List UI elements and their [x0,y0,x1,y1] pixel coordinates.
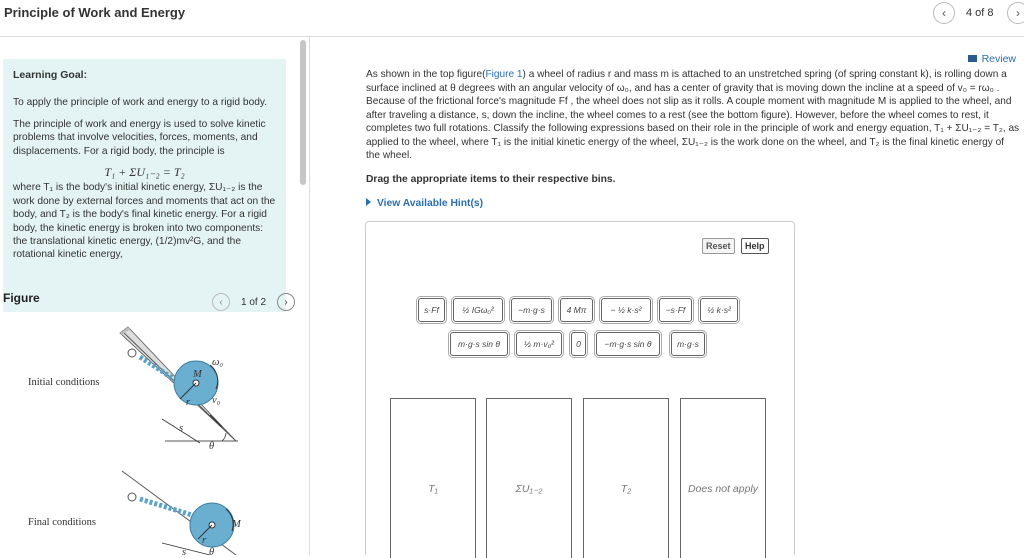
work-energy-equation: T₁ + ΣU₁₋₂ = T₂ [104,165,185,180]
svg-text:ω₀: ω₀ [212,357,224,368]
review-icon [968,55,977,62]
header-bar [0,0,1024,30]
learning-goal-text-1: To apply the principle of work and energy to a rigid body. [13,97,268,109]
figure-page-count: 1 of 2 [241,297,267,308]
draggable-chip[interactable]: −s·Ff [659,298,692,322]
problem-statement: As shown in the top figure(Figure 1) a wheel of radius r and mass m is attached to an unstretched spring (of spring constant k), is rolling down a surface inclined at θ degrees with an angular velocity of ω₀, and has a center of gravity that is moving down the incline at a speed of v₀ = rω₀ . Because of the frictional force's magnitude Ff , the wheel does not slip as it rolls. A couple moment with magnitude M is applied to the wheel, and after traveling a distance, s, down the incline, the wheel comes to a rest (see the bottom figure). However, before the wheel comes to rest, it completes two full rotations. Classify the following expressions based on their role in the principle of work and energy equation, T₁ + ΣU₁₋₂ = T₂, as applied to the wheel, where T₁ is the initial kinetic energy of the wheel, ΣU₁₋₂ is the work done on the wheel, and T₂ is the final kinetic energy of the wheel. [366,69,1020,161]
bin-t2[interactable] [583,398,669,558]
bin-does-not-apply[interactable] [680,398,766,558]
review-link[interactable] [968,53,1016,65]
svg-text:M: M [232,519,241,530]
learning-goal-scrollbar[interactable] [300,40,306,185]
final-diagram [122,471,242,555]
svg-text:s: s [179,423,184,434]
hint-toggle[interactable]: View Available Hint(s) [366,198,483,209]
page-count: 4 of 8 [966,7,994,19]
draggable-chip[interactable]: m·g·s sin θ [450,332,508,356]
draggable-chip[interactable]: ½ m·v₀² [516,332,562,356]
bin-label: ΣU₁₋₂ [515,483,543,495]
reset-button[interactable]: Reset [702,238,735,254]
learning-goal-box[interactable] [3,59,286,312]
svg-text:s: s [182,547,187,555]
learning-goal-text-3: where T₁ is the body's initial kinetic energy, ΣU₁₋₂ is the work done by external forces and moments that act on the body, and T₂ is the body's final kinetic energy. For a rigid body, the kinetic energy is broken into two components: the translational kinetic energy, (1/2)mv²G, and the rotational kinetic energy, [13,182,276,261]
bin-label: Does not apply [687,483,759,495]
learning-goal-text-2: The principle of work and energy is used to solve kinetic problems that involve velocities, forces, moments, and displacements. For a rigid body, the principle is [13,118,266,157]
svg-text:θ: θ [209,547,215,555]
wheel-figure [0,319,300,555]
initial-diagram [120,327,238,452]
figure-prev-button[interactable]: ‹ [212,293,230,311]
draggable-chip[interactable]: s·Ff [418,298,445,322]
review-label: Review [981,53,1016,65]
caret-right-icon [366,198,371,206]
figure-next-button[interactable]: › [277,293,295,311]
bin-t1[interactable] [390,398,476,558]
draggable-chip[interactable]: 0 [571,332,586,356]
learning-goal-heading: Learning Goal: [13,69,88,81]
bin-work[interactable] [486,398,572,558]
figure-title: Figure [3,291,40,305]
right-panel [310,37,1024,555]
help-button[interactable]: Help [741,238,769,254]
figure-link[interactable]: Figure 1 [485,69,523,80]
initial-conditions-label: Initial conditions [28,377,100,388]
svg-text:r: r [202,535,207,546]
draggable-chip[interactable]: −m·g·s [511,298,552,322]
drag-instruction: Drag the appropriate items to their respective bins. [366,174,616,185]
svg-text:r: r [186,397,191,408]
draggable-chip[interactable]: m·g·s [671,332,705,356]
svg-text:M: M [193,369,202,380]
draggable-chip[interactable]: − ½ k·s² [601,298,651,322]
left-panel [0,37,310,555]
prev-page-button[interactable]: ‹ [933,2,955,24]
draggable-chip[interactable]: ½ k·s² [700,298,738,322]
svg-text:v₀: v₀ [212,395,221,406]
bin-label: T₁ [428,483,438,495]
draggable-chip[interactable]: 4 Mπ [560,298,593,322]
next-page-button[interactable]: › [1007,2,1024,24]
draggable-chip[interactable]: −m·g·s sin θ [596,332,660,356]
draggable-chip[interactable]: ½ IGω₀² [453,298,503,322]
svg-text:θ: θ [209,441,215,452]
bin-label: T₂ [620,483,632,495]
drag-drop-workspace [365,221,795,555]
final-conditions-label: Final conditions [28,517,96,528]
page-title: Principle of Work and Energy [4,5,186,20]
